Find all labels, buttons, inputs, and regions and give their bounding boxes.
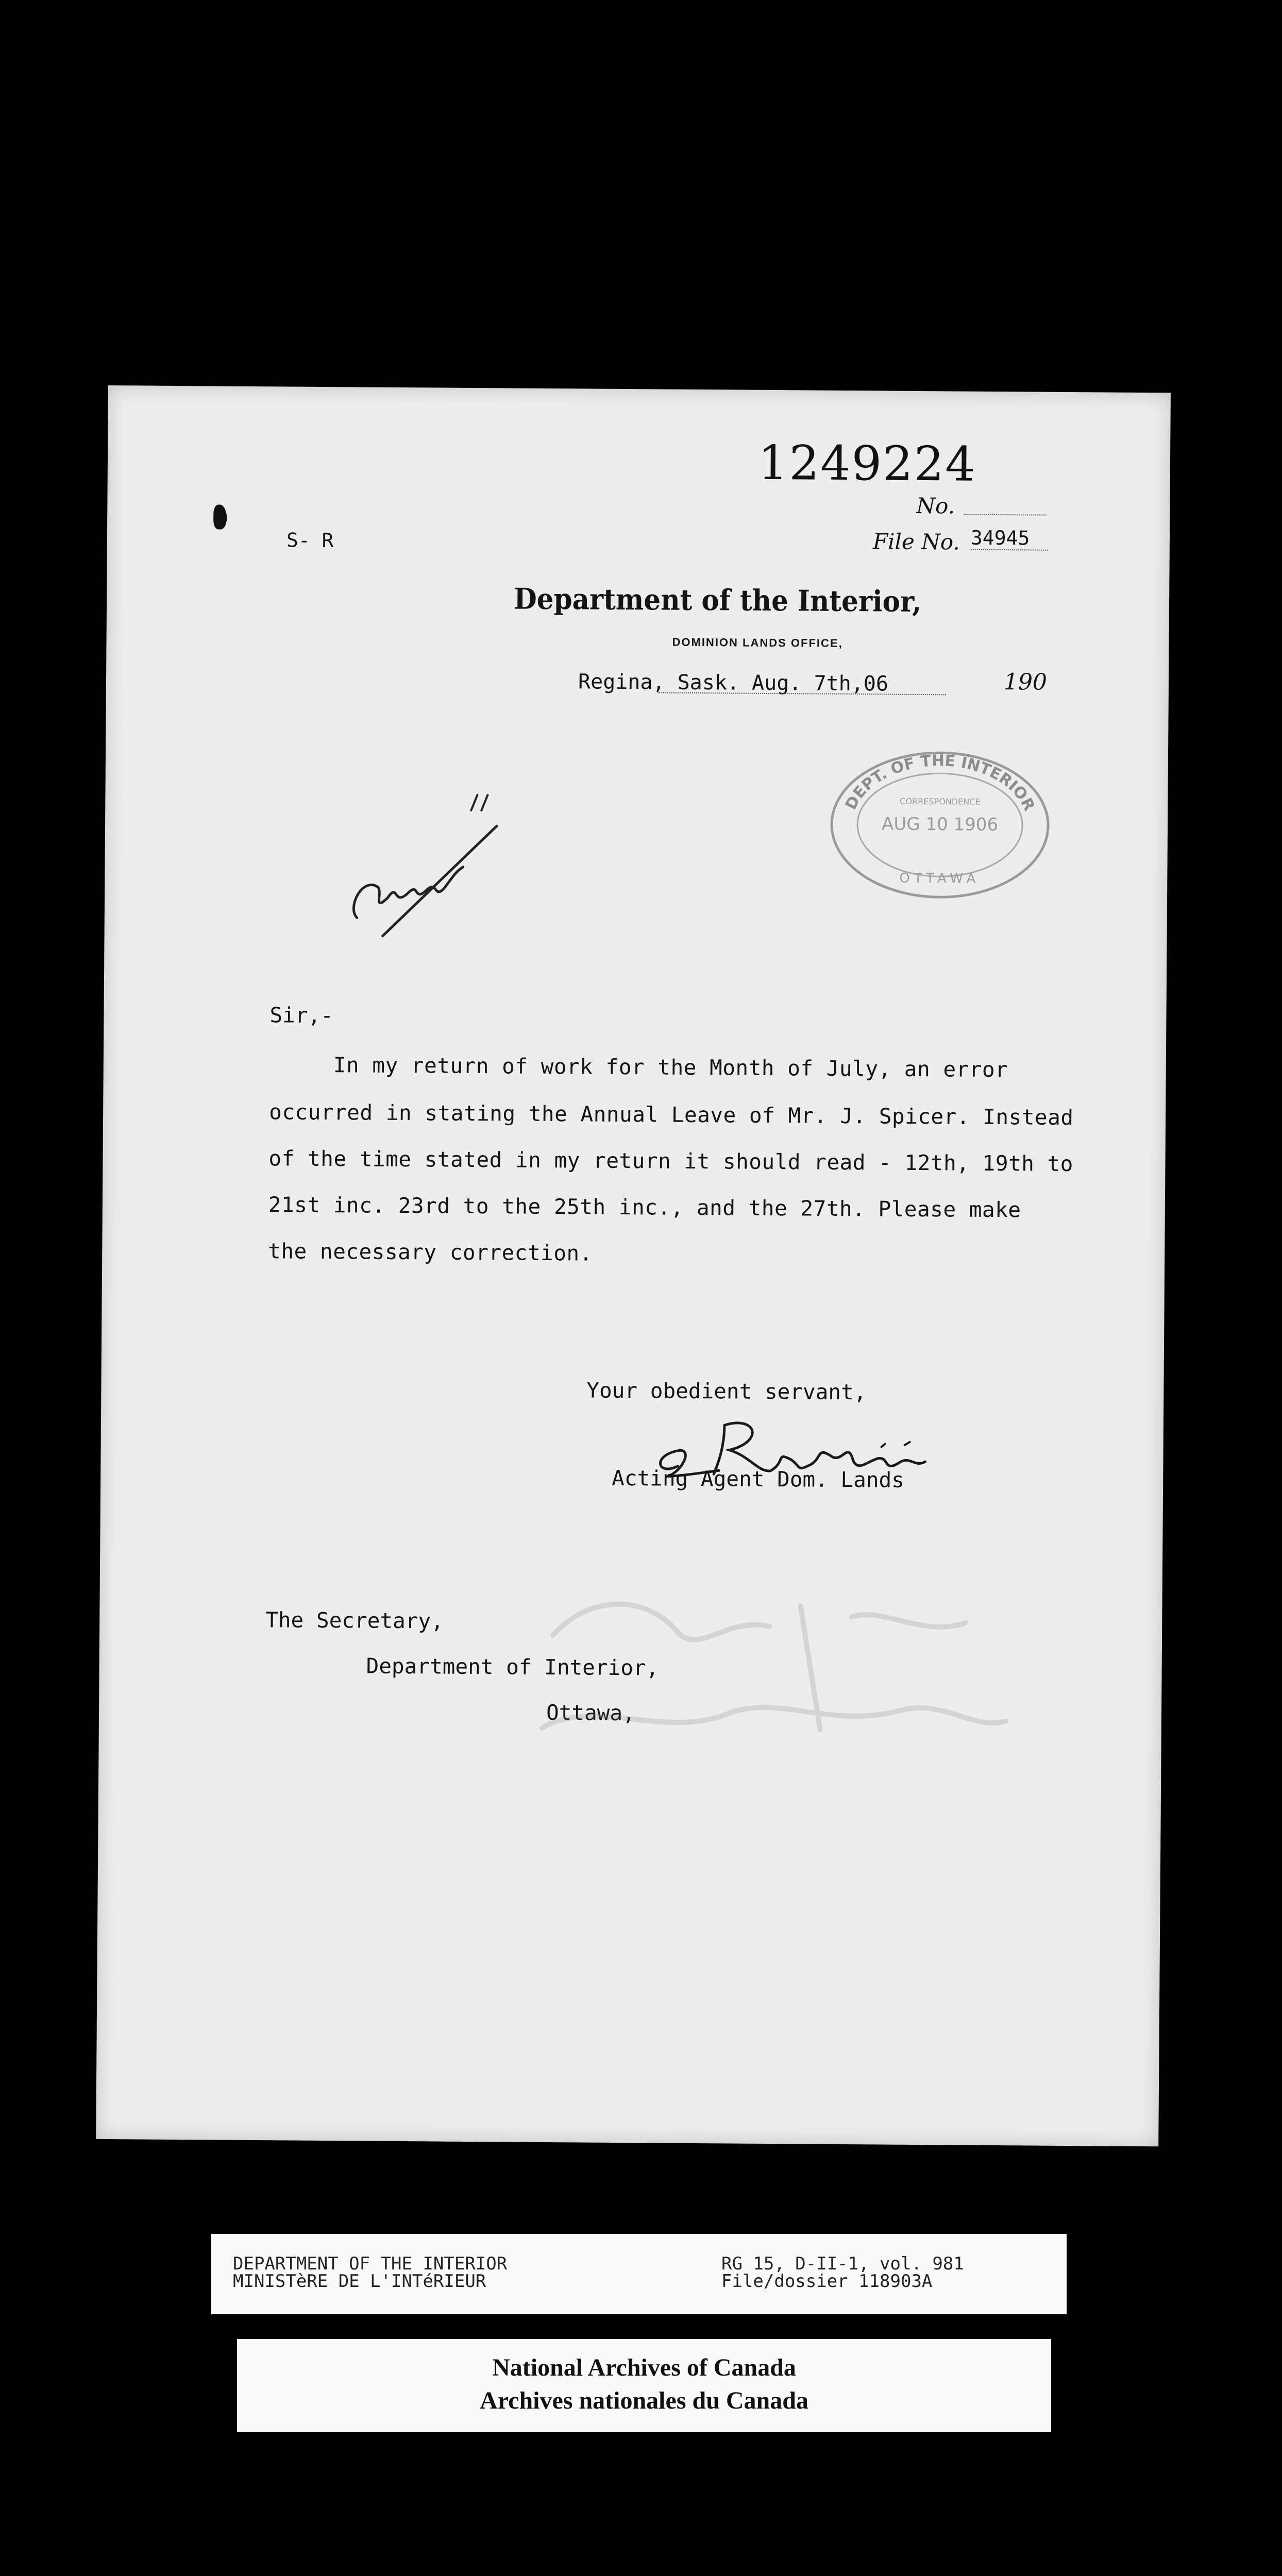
label-dept-fr: MINISTèRE DE L'INTéRIEUR <box>233 2271 486 2292</box>
no-blank-line <box>964 514 1046 516</box>
file-number-label: File No. <box>872 529 960 555</box>
archives-name-label <box>237 2339 1051 2432</box>
addressee-line-1: The Secretary, <box>265 1607 444 1634</box>
stamp-top-text: DEPT. OF THE INTERIOR <box>841 752 1038 814</box>
addressee-line-3: Ottawa, <box>546 1700 635 1726</box>
stamp-date-text: AUG 10 1906 <box>881 814 999 836</box>
stamp-bottom-text: OTTAWA <box>899 870 980 887</box>
salutation: Sir,- <box>269 1003 334 1028</box>
year-prefix: 190 <box>1003 669 1048 696</box>
addressee-line-2: Department of Interior, <box>366 1653 659 1681</box>
signer-title: Acting Agent Dom. Lands <box>612 1465 905 1493</box>
label-file: File/dossier 118903A <box>721 2271 933 2292</box>
archives-name-en: National Archives of Canada <box>492 2354 796 2381</box>
closing-line: Your obedient servant, <box>586 1378 867 1405</box>
archives-name-fr: Archives nationales du Canada <box>480 2387 808 2414</box>
show-through-ink <box>511 1573 1027 1762</box>
place-and-date: Regina, Sask. Aug. 7th,06 <box>578 670 889 696</box>
archive-reference-label <box>211 2234 1067 2314</box>
body-line-4: 21st inc. 23rd to the 25th inc., and the 27th. Please make <box>268 1192 1021 1223</box>
body-line-3: of the time stated in my return it should read - 12th, 19th to <box>268 1146 1074 1177</box>
file-number-value: 34945 <box>971 527 1048 551</box>
ink-blot-mark <box>213 504 227 529</box>
body-line-5: the necessary correction. <box>268 1239 593 1266</box>
no-label: No. <box>916 493 955 519</box>
label-dept-en: DEPARTMENT OF THE INTERIOR <box>233 2253 508 2274</box>
letter-page <box>96 385 1171 2146</box>
body-line-1: In my return of work for the Month of July, an error <box>333 1053 1008 1082</box>
label-ref: RG 15, D-II-1, vol. 981 <box>721 2253 964 2274</box>
letterhead-office: DOMINION LANDS OFFICE, <box>672 635 843 650</box>
document-number: 1249224 <box>757 435 977 492</box>
body-line-2: occurred in stating the Annual Leave of Mr. J. Spicer. Instead <box>268 1099 1074 1130</box>
received-stamp <box>826 747 1054 903</box>
handwritten-annotation <box>341 789 517 944</box>
stamp-inner-text: CORRESPONDENCE <box>900 796 981 807</box>
reference-code: S- R <box>286 529 334 552</box>
letterhead-department: Department of the Interior, <box>513 582 922 619</box>
